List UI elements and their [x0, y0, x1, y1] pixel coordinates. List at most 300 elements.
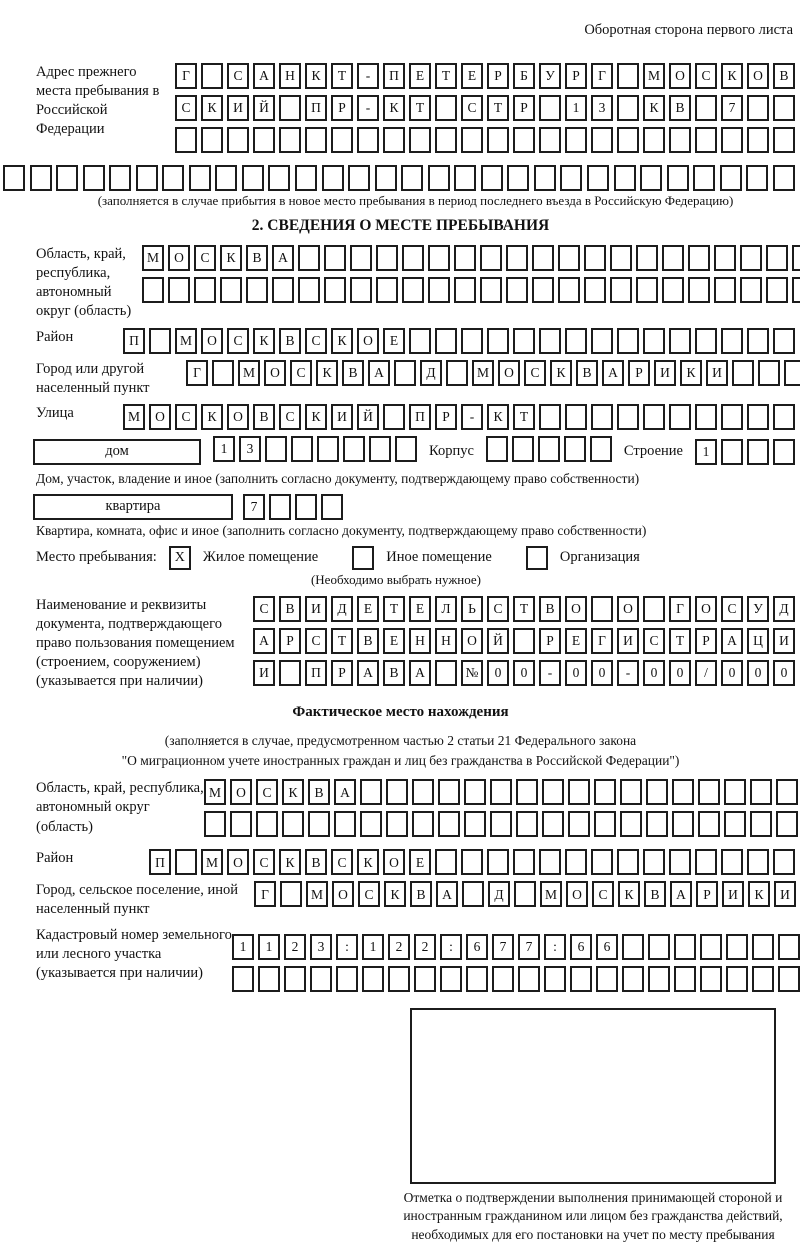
char-box[interactable]: С — [227, 328, 249, 354]
char-box[interactable] — [232, 966, 254, 992]
checkbox-other-premises[interactable] — [352, 546, 374, 570]
char-box[interactable]: Й — [357, 404, 379, 430]
char-box[interactable]: К — [305, 63, 327, 89]
char-box[interactable] — [394, 360, 416, 386]
char-box[interactable]: А — [253, 63, 275, 89]
char-box[interactable] — [513, 628, 535, 654]
char-box[interactable] — [534, 165, 556, 191]
char-box[interactable]: О — [201, 328, 223, 354]
char-box[interactable]: Й — [253, 95, 275, 121]
char-box[interactable]: А — [368, 360, 390, 386]
char-box[interactable] — [558, 277, 580, 303]
char-box[interactable] — [401, 165, 423, 191]
char-box[interactable]: Т — [669, 628, 691, 654]
char-box[interactable] — [591, 404, 613, 430]
char-box[interactable]: А — [357, 660, 379, 686]
char-box[interactable]: В — [539, 596, 561, 622]
char-box[interactable] — [591, 328, 613, 354]
char-box[interactable]: 7 — [518, 934, 540, 960]
char-box[interactable] — [724, 811, 746, 837]
char-box[interactable] — [490, 779, 512, 805]
char-box[interactable]: - — [357, 95, 379, 121]
char-box[interactable] — [513, 127, 535, 153]
char-box[interactable] — [766, 277, 788, 303]
char-box[interactable] — [284, 966, 306, 992]
char-box[interactable] — [388, 966, 410, 992]
char-box[interactable]: К — [384, 881, 406, 907]
char-box[interactable] — [402, 245, 424, 271]
char-box[interactable] — [435, 95, 457, 121]
char-box[interactable]: 6 — [466, 934, 488, 960]
char-box[interactable] — [343, 436, 365, 462]
char-box[interactable] — [591, 127, 613, 153]
char-box[interactable] — [698, 811, 720, 837]
char-box[interactable] — [514, 881, 536, 907]
char-box[interactable]: 1 — [258, 934, 280, 960]
char-box[interactable] — [732, 360, 754, 386]
char-box[interactable]: К — [201, 404, 223, 430]
char-box[interactable]: А — [721, 628, 743, 654]
char-box[interactable]: М — [238, 360, 260, 386]
char-box[interactable] — [591, 596, 613, 622]
char-box[interactable]: И — [617, 628, 639, 654]
char-box[interactable]: Е — [565, 628, 587, 654]
char-box[interactable]: У — [539, 63, 561, 89]
char-box[interactable] — [617, 63, 639, 89]
char-box[interactable] — [506, 277, 528, 303]
char-box[interactable]: В — [279, 596, 301, 622]
char-box[interactable]: Т — [331, 63, 353, 89]
char-box[interactable]: И — [774, 881, 796, 907]
char-box[interactable] — [272, 277, 294, 303]
char-box[interactable]: - — [539, 660, 561, 686]
char-box[interactable] — [726, 966, 748, 992]
char-box[interactable] — [383, 404, 405, 430]
char-box[interactable] — [298, 277, 320, 303]
char-box[interactable] — [435, 328, 457, 354]
char-box[interactable] — [532, 277, 554, 303]
char-box[interactable]: С — [524, 360, 546, 386]
char-box[interactable]: И — [227, 95, 249, 121]
char-box[interactable]: В — [308, 779, 330, 805]
char-box[interactable] — [622, 966, 644, 992]
char-box[interactable]: О — [227, 404, 249, 430]
char-box[interactable] — [640, 165, 662, 191]
char-box[interactable] — [750, 811, 772, 837]
char-box[interactable] — [201, 127, 223, 153]
char-box[interactable]: Т — [383, 596, 405, 622]
char-box[interactable]: Г — [591, 63, 613, 89]
char-box[interactable]: Е — [357, 596, 379, 622]
char-box[interactable]: О — [357, 328, 379, 354]
char-box[interactable]: : — [544, 934, 566, 960]
char-box[interactable] — [620, 779, 642, 805]
char-box[interactable]: А — [436, 881, 458, 907]
char-box[interactable]: М — [201, 849, 223, 875]
char-box[interactable] — [539, 404, 561, 430]
char-box[interactable] — [512, 436, 534, 462]
char-box[interactable] — [773, 165, 795, 191]
char-box[interactable]: М — [204, 779, 226, 805]
char-box[interactable]: Й — [487, 628, 509, 654]
char-box[interactable]: О — [264, 360, 286, 386]
char-box[interactable] — [513, 328, 535, 354]
char-box[interactable]: О — [332, 881, 354, 907]
char-box[interactable] — [740, 277, 762, 303]
char-box[interactable] — [513, 849, 535, 875]
char-box[interactable]: А — [334, 779, 356, 805]
char-box[interactable] — [295, 494, 317, 520]
char-box[interactable] — [688, 245, 710, 271]
char-box[interactable] — [752, 966, 774, 992]
char-box[interactable]: К — [383, 95, 405, 121]
char-box[interactable]: В — [305, 849, 327, 875]
char-box[interactable]: И — [773, 628, 795, 654]
char-box[interactable]: Д — [488, 881, 510, 907]
char-box[interactable] — [636, 245, 658, 271]
char-box[interactable] — [466, 966, 488, 992]
char-box[interactable] — [149, 328, 171, 354]
char-box[interactable]: С — [695, 63, 717, 89]
char-box[interactable] — [542, 779, 564, 805]
char-box[interactable]: М — [142, 245, 164, 271]
char-box[interactable] — [584, 245, 606, 271]
apartment-type-box[interactable]: квартира — [33, 494, 233, 520]
char-box[interactable] — [669, 404, 691, 430]
char-box[interactable] — [648, 934, 670, 960]
char-box[interactable]: В — [576, 360, 598, 386]
char-box[interactable] — [357, 127, 379, 153]
char-box[interactable] — [669, 328, 691, 354]
char-box[interactable]: К — [721, 63, 743, 89]
char-box[interactable] — [256, 811, 278, 837]
char-box[interactable] — [773, 328, 795, 354]
char-box[interactable] — [310, 966, 332, 992]
char-box[interactable]: С — [194, 245, 216, 271]
char-box[interactable]: Б — [513, 63, 535, 89]
char-box[interactable] — [565, 849, 587, 875]
char-box[interactable]: П — [305, 660, 327, 686]
char-box[interactable] — [322, 165, 344, 191]
char-box[interactable] — [747, 849, 769, 875]
char-box[interactable] — [643, 596, 665, 622]
char-box[interactable] — [747, 127, 769, 153]
char-box[interactable] — [568, 779, 590, 805]
char-box[interactable] — [269, 494, 291, 520]
char-box[interactable] — [395, 436, 417, 462]
char-box[interactable] — [492, 966, 514, 992]
char-box[interactable]: Г — [669, 596, 691, 622]
char-box[interactable]: - — [617, 660, 639, 686]
char-box[interactable] — [667, 165, 689, 191]
char-box[interactable] — [565, 127, 587, 153]
char-box[interactable]: К — [253, 328, 275, 354]
char-box[interactable] — [617, 328, 639, 354]
char-box[interactable]: А — [272, 245, 294, 271]
char-box[interactable] — [564, 436, 586, 462]
checkbox-residential[interactable]: X — [169, 546, 191, 570]
char-box[interactable] — [162, 165, 184, 191]
char-box[interactable] — [268, 165, 290, 191]
char-box[interactable]: О — [149, 404, 171, 430]
char-box[interactable]: 3 — [310, 934, 332, 960]
char-box[interactable] — [201, 63, 223, 89]
char-box[interactable]: - — [357, 63, 379, 89]
char-box[interactable]: 1 — [232, 934, 254, 960]
char-box[interactable]: 3 — [591, 95, 613, 121]
char-box[interactable] — [305, 127, 327, 153]
char-box[interactable] — [773, 404, 795, 430]
char-box[interactable]: О — [230, 779, 252, 805]
char-box[interactable] — [758, 360, 780, 386]
char-box[interactable] — [714, 245, 736, 271]
char-box[interactable] — [464, 779, 486, 805]
char-box[interactable]: 1 — [695, 439, 717, 465]
checkbox-organization[interactable] — [526, 546, 548, 570]
char-box[interactable]: Г — [175, 63, 197, 89]
char-box[interactable]: П — [149, 849, 171, 875]
char-box[interactable]: П — [409, 404, 431, 430]
char-box[interactable] — [414, 966, 436, 992]
char-box[interactable] — [168, 277, 190, 303]
char-box[interactable]: С — [253, 596, 275, 622]
char-box[interactable]: 1 — [565, 95, 587, 121]
char-box[interactable]: А — [409, 660, 431, 686]
char-box[interactable]: О — [461, 628, 483, 654]
char-box[interactable]: С — [279, 404, 301, 430]
char-box[interactable]: К — [316, 360, 338, 386]
char-box[interactable]: 0 — [669, 660, 691, 686]
char-box[interactable] — [383, 127, 405, 153]
char-box[interactable] — [507, 165, 529, 191]
char-box[interactable] — [662, 277, 684, 303]
char-box[interactable] — [506, 245, 528, 271]
char-box[interactable]: П — [383, 63, 405, 89]
char-box[interactable]: 0 — [513, 660, 535, 686]
char-box[interactable]: Т — [331, 628, 353, 654]
char-box[interactable]: К — [331, 328, 353, 354]
char-box[interactable] — [773, 127, 795, 153]
char-box[interactable] — [688, 277, 710, 303]
char-box[interactable] — [695, 849, 717, 875]
char-box[interactable]: 7 — [243, 494, 265, 520]
char-box[interactable] — [538, 436, 560, 462]
char-box[interactable]: А — [602, 360, 624, 386]
char-box[interactable] — [720, 165, 742, 191]
char-box[interactable] — [360, 779, 382, 805]
char-box[interactable]: М — [123, 404, 145, 430]
char-box[interactable] — [204, 811, 226, 837]
char-box[interactable] — [724, 779, 746, 805]
char-box[interactable]: Р — [628, 360, 650, 386]
char-box[interactable] — [291, 436, 313, 462]
char-box[interactable] — [242, 165, 264, 191]
char-box[interactable] — [568, 811, 590, 837]
char-box[interactable] — [674, 934, 696, 960]
char-box[interactable] — [539, 328, 561, 354]
char-box[interactable] — [454, 277, 476, 303]
char-box[interactable]: Е — [409, 849, 431, 875]
char-box[interactable]: С — [461, 95, 483, 121]
char-box[interactable] — [674, 966, 696, 992]
char-box[interactable]: Е — [383, 628, 405, 654]
char-box[interactable] — [440, 966, 462, 992]
char-box[interactable]: С — [592, 881, 614, 907]
char-box[interactable]: Р — [279, 628, 301, 654]
char-box[interactable] — [776, 811, 798, 837]
char-box[interactable]: К — [220, 245, 242, 271]
char-box[interactable]: К — [279, 849, 301, 875]
char-box[interactable] — [194, 277, 216, 303]
char-box[interactable]: 0 — [487, 660, 509, 686]
char-box[interactable]: К — [748, 881, 770, 907]
char-box[interactable]: Р — [331, 660, 353, 686]
char-box[interactable]: Т — [513, 404, 535, 430]
char-box[interactable] — [700, 966, 722, 992]
char-box[interactable]: У — [747, 596, 769, 622]
char-box[interactable] — [721, 439, 743, 465]
char-box[interactable] — [587, 165, 609, 191]
char-box[interactable]: 2 — [284, 934, 306, 960]
char-box[interactable] — [648, 966, 670, 992]
char-box[interactable]: 0 — [773, 660, 795, 686]
char-box[interactable] — [308, 811, 330, 837]
char-box[interactable]: Т — [513, 596, 535, 622]
char-box[interactable] — [752, 934, 774, 960]
char-box[interactable] — [142, 277, 164, 303]
char-box[interactable] — [693, 165, 715, 191]
char-box[interactable] — [480, 277, 502, 303]
char-box[interactable] — [3, 165, 25, 191]
char-box[interactable] — [747, 439, 769, 465]
char-box[interactable]: О — [498, 360, 520, 386]
char-box[interactable]: Е — [409, 63, 431, 89]
char-box[interactable]: Е — [383, 328, 405, 354]
char-box[interactable] — [672, 811, 694, 837]
char-box[interactable] — [454, 245, 476, 271]
char-box[interactable]: : — [440, 934, 462, 960]
char-box[interactable] — [265, 436, 287, 462]
char-box[interactable] — [438, 811, 460, 837]
char-box[interactable]: М — [643, 63, 665, 89]
char-box[interactable] — [544, 966, 566, 992]
char-box[interactable] — [279, 127, 301, 153]
char-box[interactable]: А — [670, 881, 692, 907]
char-box[interactable] — [409, 127, 431, 153]
char-box[interactable] — [348, 165, 370, 191]
char-box[interactable] — [253, 127, 275, 153]
char-box[interactable] — [721, 404, 743, 430]
char-box[interactable]: С — [175, 404, 197, 430]
char-box[interactable]: С — [256, 779, 278, 805]
char-box[interactable]: Р — [539, 628, 561, 654]
char-box[interactable] — [695, 404, 717, 430]
char-box[interactable]: 1 — [362, 934, 384, 960]
char-box[interactable]: Д — [420, 360, 442, 386]
char-box[interactable] — [487, 127, 509, 153]
char-box[interactable]: С — [175, 95, 197, 121]
char-box[interactable] — [435, 127, 457, 153]
char-box[interactable] — [617, 95, 639, 121]
char-box[interactable]: К — [643, 95, 665, 121]
char-box[interactable] — [428, 165, 450, 191]
char-box[interactable]: М — [540, 881, 562, 907]
char-box[interactable] — [324, 245, 346, 271]
char-box[interactable]: С — [227, 63, 249, 89]
char-box[interactable]: В — [342, 360, 364, 386]
char-box[interactable] — [766, 245, 788, 271]
char-box[interactable]: К — [680, 360, 702, 386]
char-box[interactable] — [669, 849, 691, 875]
char-box[interactable]: Е — [461, 63, 483, 89]
char-box[interactable]: Г — [591, 628, 613, 654]
char-box[interactable]: 2 — [388, 934, 410, 960]
char-box[interactable]: Р — [696, 881, 718, 907]
char-box[interactable]: Г — [254, 881, 276, 907]
char-box[interactable] — [721, 849, 743, 875]
char-box[interactable] — [317, 436, 339, 462]
char-box[interactable] — [643, 328, 665, 354]
char-box[interactable] — [747, 328, 769, 354]
char-box[interactable] — [662, 245, 684, 271]
char-box[interactable]: С — [643, 628, 665, 654]
char-box[interactable]: И — [253, 660, 275, 686]
char-box[interactable]: О — [168, 245, 190, 271]
char-box[interactable] — [428, 277, 450, 303]
char-box[interactable] — [695, 127, 717, 153]
char-box[interactable] — [698, 779, 720, 805]
char-box[interactable] — [279, 95, 301, 121]
char-box[interactable] — [462, 881, 484, 907]
char-box[interactable] — [175, 127, 197, 153]
char-box[interactable] — [486, 436, 508, 462]
char-box[interactable]: К — [618, 881, 640, 907]
char-box[interactable]: Ь — [461, 596, 483, 622]
char-box[interactable] — [784, 360, 800, 386]
char-box[interactable]: 2 — [414, 934, 436, 960]
char-box[interactable]: В — [246, 245, 268, 271]
char-box[interactable] — [539, 849, 561, 875]
char-box[interactable]: / — [695, 660, 717, 686]
char-box[interactable] — [539, 127, 561, 153]
char-box[interactable] — [532, 245, 554, 271]
char-box[interactable]: О — [227, 849, 249, 875]
char-box[interactable]: П — [123, 328, 145, 354]
char-box[interactable] — [30, 165, 52, 191]
char-box[interactable] — [646, 779, 668, 805]
char-box[interactable] — [591, 849, 613, 875]
char-box[interactable] — [778, 966, 800, 992]
char-box[interactable] — [773, 95, 795, 121]
char-box[interactable] — [622, 934, 644, 960]
char-box[interactable] — [695, 328, 717, 354]
char-box[interactable] — [614, 165, 636, 191]
char-box[interactable]: 1 — [213, 436, 235, 462]
house-type-box[interactable]: дом — [33, 439, 201, 465]
char-box[interactable] — [594, 811, 616, 837]
char-box[interactable] — [487, 328, 509, 354]
char-box[interactable] — [672, 779, 694, 805]
char-box[interactable] — [516, 811, 538, 837]
char-box[interactable] — [726, 934, 748, 960]
char-box[interactable]: 0 — [565, 660, 587, 686]
char-box[interactable] — [386, 811, 408, 837]
char-box[interactable] — [446, 360, 468, 386]
char-box[interactable]: И — [654, 360, 676, 386]
char-box[interactable] — [321, 494, 343, 520]
char-box[interactable]: А — [253, 628, 275, 654]
char-box[interactable] — [773, 439, 795, 465]
